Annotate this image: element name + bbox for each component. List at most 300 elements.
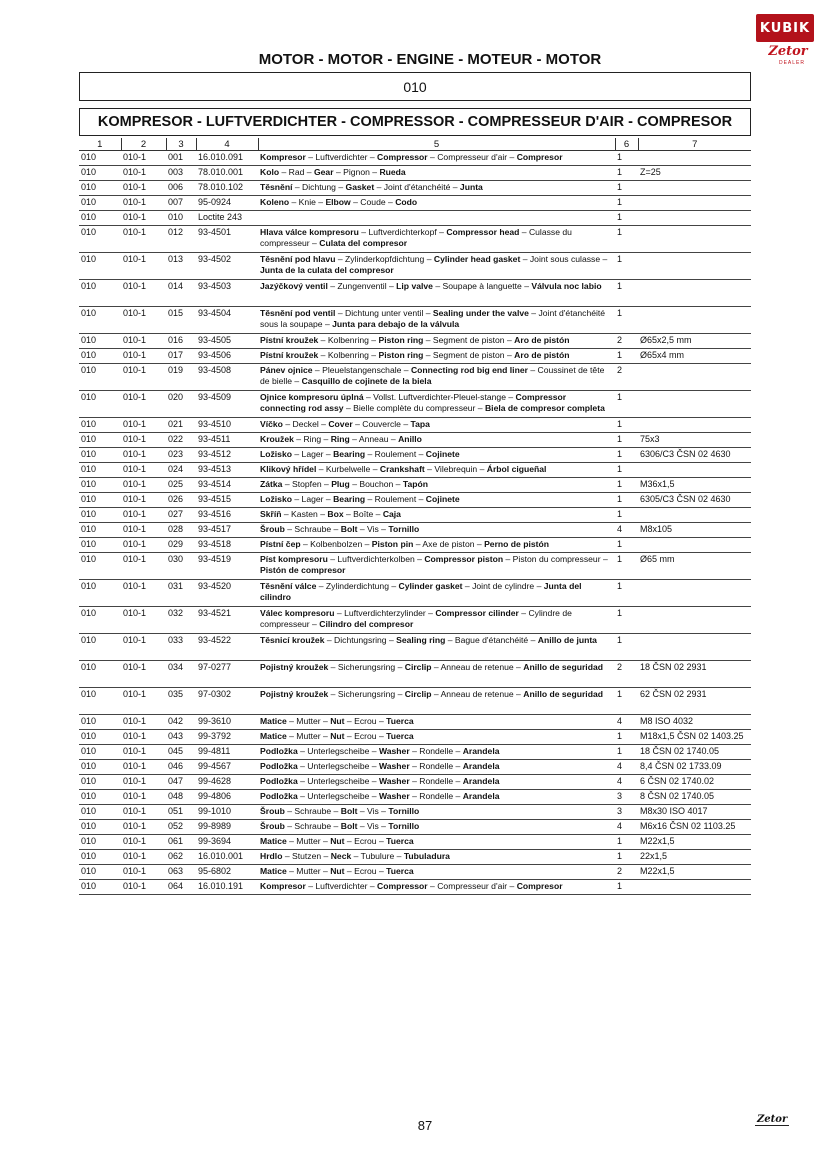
cell-c2: 010-1	[121, 775, 166, 790]
description-part: Arandela	[462, 791, 500, 801]
cell-c2: 010-1	[121, 880, 166, 895]
column-header-4: 4	[196, 138, 258, 151]
cell-description	[258, 661, 615, 688]
description-part: Washer	[378, 746, 410, 756]
cell-note: M6x16 ČSN 02 1103.25	[638, 820, 751, 835]
cell-quantity: 1	[615, 433, 638, 448]
table-row	[79, 508, 751, 523]
cell-c4: 93-4513	[196, 463, 258, 478]
cell-note	[638, 634, 751, 661]
table-row	[79, 775, 751, 790]
cell-c2: 010-1	[121, 538, 166, 553]
cell-c3: 021	[166, 418, 196, 433]
table-row	[79, 493, 751, 508]
cell-quantity: 3	[615, 805, 638, 820]
description-part: Podložka	[260, 746, 298, 756]
cell-c3: 029	[166, 538, 196, 553]
cell-c2: 010-1	[121, 580, 166, 607]
cell-c3: 003	[166, 166, 196, 181]
table-row	[79, 391, 751, 418]
cell-c3: 020	[166, 391, 196, 418]
cell-c2: 010-1	[121, 820, 166, 835]
description-part: Pojistný kroužek	[260, 689, 329, 699]
description-part: – Ring –	[293, 434, 331, 444]
table-row	[79, 181, 751, 196]
cell-description	[258, 715, 615, 730]
description-part: – Couvercle –	[352, 419, 411, 429]
cell-c4: 93-4510	[196, 418, 258, 433]
table-row	[79, 688, 751, 715]
description-part: Kolo	[260, 167, 280, 177]
description-part: Šroub	[260, 524, 285, 534]
cell-quantity: 4	[615, 523, 638, 538]
cell-description	[258, 226, 615, 253]
description-part: – Rondelle –	[409, 791, 463, 801]
cell-note	[638, 181, 751, 196]
cell-c1: 010	[79, 865, 121, 880]
description-part: – Kolbenbolzen –	[300, 539, 372, 549]
cell-description	[258, 181, 615, 196]
description-part: – Pignon –	[333, 167, 380, 177]
description-part: Tapón	[402, 479, 428, 489]
description-part: – Vilebrequin –	[424, 464, 487, 474]
cell-c2: 010-1	[121, 364, 166, 391]
cell-c1: 010	[79, 280, 121, 307]
cell-c1: 010	[79, 805, 121, 820]
cell-description	[258, 364, 615, 391]
description-part: – Stutzen –	[282, 851, 331, 861]
description-part: Kompresor	[260, 881, 306, 891]
cell-description	[258, 880, 615, 895]
description-part: Pojistný kroužek	[260, 662, 329, 672]
description-part: – Schraube –	[284, 524, 341, 534]
cell-c1: 010	[79, 253, 121, 280]
cell-c2: 010-1	[121, 745, 166, 760]
table-row	[79, 715, 751, 730]
cell-c3: 026	[166, 493, 196, 508]
description-part: – Anneau de retenue –	[431, 662, 524, 672]
cell-c4: 95-0924	[196, 196, 258, 211]
cell-c4: 99-4628	[196, 775, 258, 790]
description-part: Cylinder gasket	[398, 581, 463, 591]
cell-c3: 016	[166, 334, 196, 349]
cell-description	[258, 151, 615, 166]
table-row	[79, 553, 751, 580]
cell-c2: 010-1	[121, 151, 166, 166]
cell-description	[258, 433, 615, 448]
cell-c1: 010	[79, 775, 121, 790]
description-part: Pístní kroužek	[260, 350, 319, 360]
description-part: Compressor connecting rod assy	[260, 392, 567, 413]
description-part: – Deckel –	[282, 419, 329, 429]
cell-c1: 010	[79, 730, 121, 745]
cell-c4: 93-4501	[196, 226, 258, 253]
description-part: – Kolbenring –	[318, 350, 379, 360]
cell-description	[258, 478, 615, 493]
cell-quantity: 1	[615, 391, 638, 418]
description-part: – Mutter –	[286, 731, 331, 741]
cell-note	[638, 880, 751, 895]
cell-c1: 010	[79, 151, 121, 166]
table-row	[79, 166, 751, 181]
cell-note: 6305/C3 ČSN 02 4630	[638, 493, 751, 508]
cell-note	[638, 463, 751, 478]
description-part: Víčko	[260, 419, 283, 429]
table-row	[79, 364, 751, 391]
description-part: Box	[327, 509, 344, 519]
description-part: Compressor head	[446, 227, 520, 237]
cell-c3: 045	[166, 745, 196, 760]
description-part: – Segment de piston –	[423, 350, 515, 360]
cell-c1: 010	[79, 478, 121, 493]
table-row	[79, 523, 751, 538]
description-part: Tornillo	[388, 821, 420, 831]
description-part: Rueda	[379, 167, 406, 177]
description-part: – Joint sous culasse –	[520, 254, 608, 264]
description-part: Podložka	[260, 776, 298, 786]
cell-c1: 010	[79, 433, 121, 448]
cell-c4: 95-6802	[196, 865, 258, 880]
cell-note: Ø65x2,5 mm	[638, 334, 751, 349]
group-code-box	[79, 72, 751, 101]
parts-table-body	[79, 151, 751, 895]
cell-quantity: 1	[615, 349, 638, 364]
cell-note: Ø65x4 mm	[638, 349, 751, 364]
cell-description	[258, 463, 615, 478]
cell-c2: 010-1	[121, 226, 166, 253]
description-part: Tuerca	[386, 866, 414, 876]
description-part: – Ecrou –	[344, 836, 387, 846]
cell-c1: 010	[79, 349, 121, 364]
cell-c4: 93-4511	[196, 433, 258, 448]
cell-c1: 010	[79, 745, 121, 760]
cell-description	[258, 391, 615, 418]
cell-c2: 010-1	[121, 433, 166, 448]
table-row	[79, 196, 751, 211]
cell-c3: 001	[166, 151, 196, 166]
description-part: Hrdlo	[260, 851, 283, 861]
cell-c4: 93-4518	[196, 538, 258, 553]
description-part: – Anneau de retenue –	[431, 689, 524, 699]
page-title: MOTOR - MOTOR - ENGINE - MOTEUR - MOTOR	[258, 51, 602, 68]
cell-c3: 006	[166, 181, 196, 196]
description-part: – Vollst. Luftverdichter-Pleuel-stange –	[363, 392, 516, 402]
cell-c1: 010	[79, 880, 121, 895]
cell-c1: 010	[79, 523, 121, 538]
section-title-box	[79, 108, 751, 136]
cell-c4: 93-4519	[196, 553, 258, 580]
description-part: – Joint d'étanchéité sous la soupape –	[260, 308, 606, 329]
cell-quantity: 1	[615, 166, 638, 181]
cell-note: M22x1,5	[638, 835, 751, 850]
cell-c2: 010-1	[121, 211, 166, 226]
cell-note	[638, 538, 751, 553]
column-header-6: 6	[615, 138, 638, 151]
cell-c4: 99-3792	[196, 730, 258, 745]
description-part: Lip valve	[396, 281, 433, 291]
description-part: Nut	[330, 866, 345, 876]
description-part: Compresor	[516, 152, 563, 162]
cell-quantity: 1	[615, 730, 638, 745]
cell-note: 6 ČSN 02 1740.02	[638, 775, 751, 790]
description-part: Šroub	[260, 806, 285, 816]
cell-c3: 010	[166, 211, 196, 226]
cell-note: Ø65 mm	[638, 553, 751, 580]
cell-quantity: 4	[615, 760, 638, 775]
cell-quantity: 1	[615, 607, 638, 634]
description-part: Compressor	[377, 881, 428, 891]
description-part: – Lager –	[292, 449, 334, 459]
description-part: Cojinete	[425, 494, 460, 504]
cell-c2: 010-1	[121, 661, 166, 688]
cell-c3: 030	[166, 553, 196, 580]
description-part: Compresor	[516, 881, 563, 891]
cell-c1: 010	[79, 850, 121, 865]
cell-quantity: 1	[615, 634, 638, 661]
cell-quantity: 1	[615, 307, 638, 334]
cell-c1: 010	[79, 790, 121, 805]
cell-quantity: 1	[615, 211, 638, 226]
table-row	[79, 418, 751, 433]
table-row	[79, 226, 751, 253]
cell-description	[258, 166, 615, 181]
description-part: Arandela	[462, 746, 500, 756]
description-part: Bolt	[340, 524, 358, 534]
description-part: Anillo de junta	[537, 635, 597, 645]
cell-c2: 010-1	[121, 805, 166, 820]
cell-c4: 93-4514	[196, 478, 258, 493]
description-part: – Coussinet de tête de bielle –	[260, 365, 605, 386]
cell-description	[258, 760, 615, 775]
cell-c2: 010-1	[121, 280, 166, 307]
description-part: Tornillo	[388, 806, 420, 816]
cell-quantity: 3	[615, 790, 638, 805]
cell-description	[258, 508, 615, 523]
description-part: Nut	[330, 731, 345, 741]
cell-c3: 033	[166, 634, 196, 661]
description-part: Těsnění	[260, 182, 293, 192]
cell-c2: 010-1	[121, 634, 166, 661]
cell-c4: 99-4806	[196, 790, 258, 805]
cell-description	[258, 211, 615, 226]
description-part: Anillo de seguridad	[523, 662, 603, 672]
description-part: Junta para debajo de la válvula	[332, 319, 460, 329]
description-part: – Rad –	[279, 167, 314, 177]
cell-c1: 010	[79, 448, 121, 463]
kubik-logo-text: KUBIK	[756, 14, 814, 42]
cell-c4: 93-4509	[196, 391, 258, 418]
cell-c1: 010	[79, 508, 121, 523]
description-part: Ring	[330, 434, 350, 444]
cell-c3: 025	[166, 478, 196, 493]
description-part: – Rondelle –	[409, 776, 463, 786]
cell-quantity: 1	[615, 418, 638, 433]
description-part: Cilindro del compresor	[319, 619, 414, 629]
cell-note: M36x1,5	[638, 478, 751, 493]
description-part: – Sicherungsring –	[328, 689, 405, 699]
cell-c4: 93-4517	[196, 523, 258, 538]
cell-c3: 028	[166, 523, 196, 538]
cell-note: 8,4 ČSN 02 1733.09	[638, 760, 751, 775]
description-part: Hlava válce kompresoru	[260, 227, 359, 237]
description-part: – Stopfen –	[282, 479, 332, 489]
description-part: Těsnění pod hlavu	[260, 254, 336, 264]
description-part: Codo	[395, 197, 418, 207]
cell-c1: 010	[79, 196, 121, 211]
table-row	[79, 478, 751, 493]
cell-description	[258, 349, 615, 364]
cell-quantity: 1	[615, 181, 638, 196]
cell-c3: 063	[166, 865, 196, 880]
description-part: Pístní čep	[260, 539, 301, 549]
cell-c3: 035	[166, 688, 196, 715]
cell-quantity: 1	[615, 478, 638, 493]
description-part: Koleno	[260, 197, 290, 207]
table-row	[79, 730, 751, 745]
description-part: – Schraube –	[284, 806, 341, 816]
cell-description	[258, 196, 615, 211]
description-part: – Schraube –	[284, 821, 341, 831]
description-part: Junta de la culata del compresor	[260, 265, 394, 275]
cell-description	[258, 805, 615, 820]
cell-note: 18 ČSN 02 2931	[638, 661, 751, 688]
cell-c2: 010-1	[121, 688, 166, 715]
cell-quantity: 1	[615, 463, 638, 478]
description-part: Biela de compresor completa	[484, 403, 605, 413]
cell-description	[258, 850, 615, 865]
cell-c2: 010-1	[121, 166, 166, 181]
table-row	[79, 790, 751, 805]
cell-c1: 010	[79, 820, 121, 835]
cell-note	[638, 391, 751, 418]
table-row	[79, 253, 751, 280]
table-row	[79, 580, 751, 607]
cell-note	[638, 211, 751, 226]
description-part: Tapa	[410, 419, 430, 429]
cell-quantity: 2	[615, 661, 638, 688]
cell-note	[638, 307, 751, 334]
description-part: Elbow	[325, 197, 351, 207]
cell-c2: 010-1	[121, 508, 166, 523]
description-part: Podložka	[260, 761, 298, 771]
description-part: – Ecrou –	[344, 731, 387, 741]
cell-c1: 010	[79, 364, 121, 391]
cell-c4: 16.010.091	[196, 151, 258, 166]
cell-c3: 024	[166, 463, 196, 478]
description-part: – Vis –	[357, 806, 389, 816]
cell-description	[258, 820, 615, 835]
description-part: Bolt	[340, 806, 358, 816]
cell-description	[258, 280, 615, 307]
cell-quantity: 1	[615, 580, 638, 607]
cell-note: 6306/C3 ČSN 02 4630	[638, 448, 751, 463]
cell-c1: 010	[79, 760, 121, 775]
cell-c1: 010	[79, 334, 121, 349]
description-part: Perno de pistón	[484, 539, 549, 549]
description-part: – Mutter –	[286, 866, 331, 876]
description-part: Bearing	[333, 494, 366, 504]
description-part: – Dichtung unter ventil –	[335, 308, 433, 318]
description-part: – Coude –	[350, 197, 396, 207]
description-part: Tuerca	[386, 716, 414, 726]
description-part: Crankshaft	[379, 464, 425, 474]
description-part: – Roulement –	[365, 494, 426, 504]
cell-c3: 034	[166, 661, 196, 688]
description-part: Anillo	[398, 434, 422, 444]
cell-note: Z=25	[638, 166, 751, 181]
description-part: Árbol cigueñal	[486, 464, 547, 474]
cell-c1: 010	[79, 607, 121, 634]
cell-quantity: 1	[615, 280, 638, 307]
table-row	[79, 745, 751, 760]
description-part: – Zylinderdichtung –	[316, 581, 399, 591]
cell-note: M8x105	[638, 523, 751, 538]
description-part: – Pleuelstangenschale –	[312, 365, 411, 375]
description-part: Pístní kroužek	[260, 335, 319, 345]
description-part: Pistón de compresor	[260, 565, 346, 575]
cell-quantity: 4	[615, 775, 638, 790]
cell-quantity: 4	[615, 820, 638, 835]
cell-description	[258, 307, 615, 334]
description-part: Junta del cilindro	[260, 581, 582, 602]
description-part: Válvula noc labio	[531, 281, 602, 291]
group-code: 010	[403, 78, 427, 95]
description-part: Nut	[330, 836, 345, 846]
cell-c1: 010	[79, 226, 121, 253]
column-header-5: 5	[258, 138, 615, 151]
column-header-7: 7	[638, 138, 751, 151]
cell-c4: 93-4505	[196, 334, 258, 349]
table-row	[79, 661, 751, 688]
description-part: Caja	[382, 509, 401, 519]
cell-c2: 010-1	[121, 790, 166, 805]
description-part: Connecting rod big end liner	[410, 365, 528, 375]
description-part: – Compresseur d'air –	[427, 152, 517, 162]
description-part: Arandela	[462, 761, 500, 771]
description-part: Compressor	[377, 152, 428, 162]
cell-c4: 99-8989	[196, 820, 258, 835]
cell-c1: 010	[79, 181, 121, 196]
cell-c2: 010-1	[121, 715, 166, 730]
cell-c3: 043	[166, 730, 196, 745]
cell-quantity: 1	[615, 493, 638, 508]
cell-note	[638, 418, 751, 433]
cell-quantity: 1	[615, 448, 638, 463]
cell-note: M8 ISO 4032	[638, 715, 751, 730]
cell-note	[638, 364, 751, 391]
description-part: – Compresseur d'air –	[427, 881, 517, 891]
description-part: Gear	[313, 167, 334, 177]
cell-quantity: 2	[615, 364, 638, 391]
cell-description	[258, 865, 615, 880]
cell-quantity: 1	[615, 880, 638, 895]
description-part: – Segment de piston –	[423, 335, 515, 345]
cell-note	[638, 196, 751, 211]
description-part: – Unterlegscheibe –	[297, 746, 379, 756]
description-part: – Piston du compresseur –	[503, 554, 608, 564]
cell-description	[258, 553, 615, 580]
cell-description	[258, 580, 615, 607]
description-part: Zátka	[260, 479, 283, 489]
cell-c1: 010	[79, 418, 121, 433]
description-part: Matice	[260, 866, 287, 876]
cell-description	[258, 790, 615, 805]
cell-description	[258, 634, 615, 661]
cell-c1: 010	[79, 553, 121, 580]
description-part: – Luftverdichterkolben –	[327, 554, 425, 564]
description-part: Píst kompresoru	[260, 554, 328, 564]
description-part: – Dichtung –	[292, 182, 346, 192]
